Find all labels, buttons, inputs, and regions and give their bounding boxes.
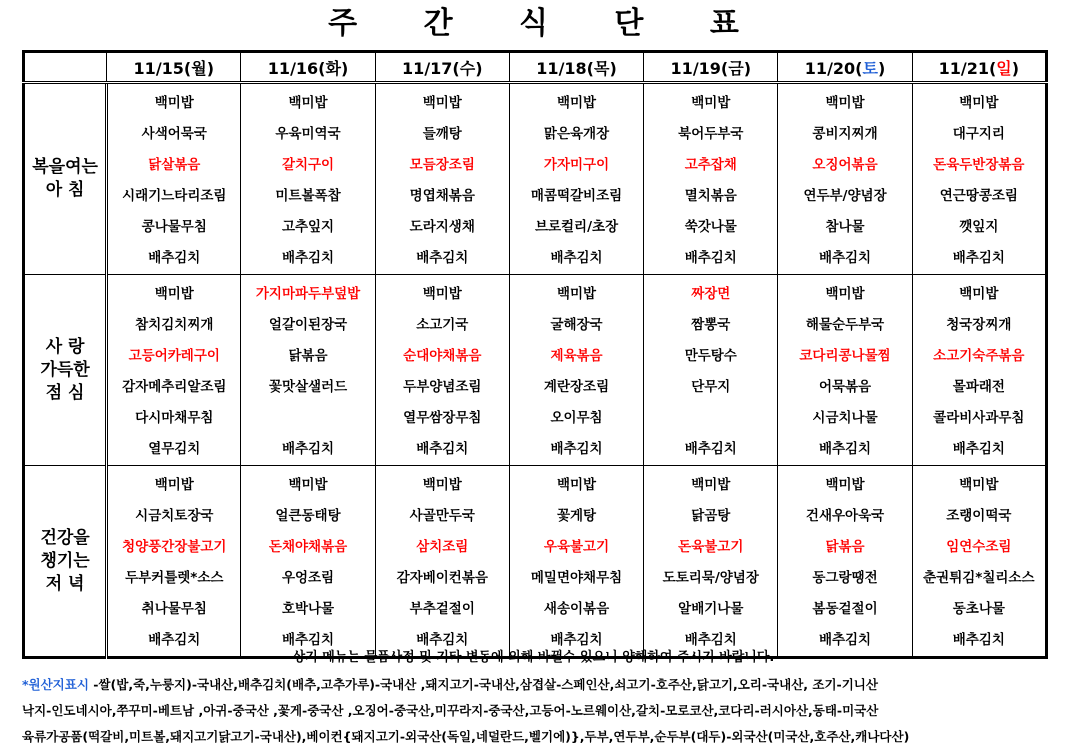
menu-item: 감자메추리알조림	[122, 379, 227, 395]
page-title: 주 간 식 단 표	[328, 6, 767, 41]
origin-line-2: 낙지-인도네시아,쭈꾸미-베트남 ,아귀-중국산 ,꽃게-중국산 ,오징어-중국산,미꾸라지-중국산,고등어-노르웨이산,갈치-모로코산,코다리-러시아산,동태-미국산	[22, 703, 879, 718]
menu-item: 백미밥	[825, 286, 865, 302]
menu-item: 배추김치	[148, 250, 201, 266]
menu-item: 백미밥	[959, 95, 999, 111]
menu-item: 사골만두국	[409, 508, 475, 524]
date-header-4: 11/19(금)	[644, 52, 778, 83]
menu-item: 배추김치	[684, 632, 737, 648]
menu-item: 백미밥	[556, 286, 597, 302]
weekday-label: 일	[996, 58, 1012, 78]
menu-item: 우육미역국	[275, 126, 341, 142]
meal-row-2	[24, 466, 1047, 658]
menu-item: 오징어볶음	[812, 157, 878, 173]
menu-item: 사색어묵국	[141, 126, 207, 142]
menu-item: 두부양념조림	[403, 379, 482, 395]
menu-item: 해물순두부국	[805, 317, 885, 333]
menu-item: 청국장찌개	[946, 317, 1012, 333]
menu-item: 만두탕수	[684, 348, 737, 364]
menu-item: 백미밥	[154, 95, 194, 111]
menu-item: 고추잡채	[684, 157, 737, 173]
menu-item: 배추김치	[818, 441, 872, 457]
menu-item: 도라지생채	[409, 219, 475, 235]
menu-item: 돈육불고기	[678, 539, 744, 555]
menu-item: 배추김치	[281, 632, 335, 648]
date-header-5: 11/20(토)	[778, 52, 912, 83]
origin-label: *원산지표시	[22, 677, 89, 692]
menu-item: 다시마채무침	[135, 410, 214, 426]
menu-item: 참나물	[825, 219, 865, 235]
menu-item: 모듬장조림	[409, 157, 475, 173]
menu-item: 백미밥	[959, 477, 999, 493]
menu-cell	[375, 275, 509, 466]
menu-cell	[509, 466, 643, 658]
corner-cell	[24, 52, 107, 83]
menu-item: 배추김치	[952, 250, 1005, 266]
menu-item: 배추김치	[281, 441, 335, 457]
menu-item: 순대야채볶음	[403, 348, 482, 364]
menu-item: 단무지	[691, 379, 731, 395]
menu-item: 연두부/양념장	[803, 188, 887, 204]
menu-item: 얼큰동태탕	[275, 508, 341, 524]
menu-cell	[778, 275, 912, 466]
menu-item: 배추김치	[818, 632, 872, 648]
menu-item: 오이무침	[550, 410, 603, 426]
menu-item: 가자미구이	[543, 157, 610, 173]
menu-cell	[912, 83, 1046, 275]
menu-item: 취나물무침	[141, 601, 207, 617]
date-header-2: 11/17(수)	[375, 52, 509, 83]
menu-item: 브로컬리/초장	[534, 219, 619, 235]
menu-item: 열무쌈장무침	[403, 410, 482, 426]
menu-item: 매콤떡갈비조림	[530, 188, 623, 204]
menu-item	[644, 403, 777, 434]
date-header-row	[24, 52, 1047, 83]
menu-item: 어묵볶음	[818, 379, 872, 395]
weekday-label: 금	[728, 58, 744, 78]
menu-item: 배추김치	[550, 250, 603, 266]
menu-item: 돈육두반장볶음	[933, 157, 1025, 173]
menu-cell	[509, 275, 643, 466]
menu-item: 닭볶음	[288, 348, 328, 364]
menu-cell	[912, 466, 1046, 658]
menu-item: 메밀면야채무침	[530, 570, 623, 586]
menu-item: 참치김치찌개	[135, 317, 214, 333]
menu-item: 배추김치	[416, 441, 469, 457]
menu-item: 갈치구이	[281, 157, 335, 173]
menu-item: 배추김치	[684, 441, 737, 457]
menu-item: 배추김치	[952, 441, 1005, 457]
date-header-0: 11/15(월)	[107, 52, 241, 83]
menu-cell	[241, 466, 375, 658]
menu-cell	[778, 83, 912, 275]
menu-item: 백미밥	[556, 477, 597, 493]
menu-cell	[107, 83, 241, 275]
weekday-label: 토	[862, 58, 878, 78]
menu-item: 배추김치	[952, 632, 1005, 648]
menu-item: 동초나물	[952, 601, 1005, 617]
menu-item: 깻잎지	[959, 219, 999, 235]
menu-item: 콜라비사과무침	[933, 410, 1025, 426]
menu-item: 북어두부국	[678, 126, 744, 142]
menu-item: 명엽채볶음	[409, 188, 475, 204]
menu-cell	[107, 466, 241, 658]
menu-item: 시래기느타리조림	[122, 188, 227, 204]
menu-item: 배추김치	[416, 632, 469, 648]
menu-item: 건새우아욱국	[805, 508, 885, 524]
menu-cell	[509, 83, 643, 275]
menu-item: 콩나물무침	[141, 219, 207, 235]
menu-item: 굴해장국	[550, 317, 603, 333]
menu-cell	[644, 275, 778, 466]
menu-item: 호박나물	[281, 601, 335, 617]
menu-item: 백미밥	[825, 477, 865, 493]
menu-item: 배추김치	[416, 250, 469, 266]
meal-label: 복을여는 아 침	[24, 83, 107, 275]
weekday-label: 월	[191, 58, 207, 78]
menu-item: 쑥갓나물	[684, 219, 737, 235]
menu-item: 춘권튀김*칠리소스	[923, 570, 1035, 586]
notice-text: 상기 메뉴는 물품사정 및 기타 변동에 의해 바뀔수 있으니 양해하여 주시기 바랍니다.	[292, 650, 775, 665]
menu-cell	[644, 83, 778, 275]
menu-item: 시금치토장국	[135, 508, 214, 524]
menu-item: 백미밥	[154, 477, 194, 493]
menu-item: 고등어카레구이	[128, 348, 220, 364]
menu-item: 닭곰탕	[691, 508, 731, 524]
menu-item: 제육볶음	[550, 348, 603, 364]
menu-item: 알배기나물	[678, 601, 744, 617]
meal-row-0	[24, 83, 1047, 275]
menu-item: 부추겉절이	[409, 601, 475, 617]
meal-label: 사 랑 가득한 점 심	[24, 275, 107, 466]
menu-item: 멸치볶음	[684, 188, 737, 204]
menu-item: 조랭이떡국	[946, 508, 1012, 524]
menu-item: 백미밥	[422, 95, 462, 111]
menu-item: 백미밥	[691, 477, 731, 493]
menu-item: 백미밥	[288, 477, 328, 493]
menu-item: 배추김치	[818, 250, 872, 266]
origin-line-3: 육류가공품(떡갈비,미트볼,돼지고기닭고기-국내산),베이컨{돼지고기-외국산(독일,네덜란드,벨기에)},두부,연두부,순두부(대두)-외국산(미국산,호주산,캐나다산)	[22, 729, 910, 744]
date-header-3: 11/18(목)	[509, 52, 643, 83]
menu-item: 계란장조림	[543, 379, 610, 395]
menu-item: 코다리콩나물찜	[799, 348, 891, 364]
menu-item: 우엉조림	[281, 570, 335, 586]
origin-info	[22, 672, 1052, 750]
menu-item: 백미밥	[422, 286, 462, 302]
meal-row-1	[24, 275, 1047, 466]
menu-item: 들깨탕	[422, 126, 462, 142]
menu-item	[241, 403, 374, 434]
menu-item: 삼치조림	[416, 539, 469, 555]
menu-item: 가지마파두부덮밥	[255, 286, 361, 302]
menu-item: 두부커틀렛*소스	[125, 570, 224, 586]
menu-item: 닭살볶음	[148, 157, 201, 173]
menu-item: 청양풍간장불고기	[122, 539, 227, 555]
menu-item: 백미밥	[556, 95, 597, 111]
menu-item: 감자베이컨볶음	[396, 570, 488, 586]
menu-item: 백미밥	[959, 286, 999, 302]
menu-item: 배추김치	[148, 632, 201, 648]
menu-item: 닭볶음	[825, 539, 865, 555]
menu-item: 꽃게탕	[556, 508, 597, 524]
meal-label: 건강을 챙기는 저 녁	[24, 466, 107, 658]
menu-item: 열무김치	[148, 441, 201, 457]
menu-item: 우육불고기	[543, 539, 610, 555]
menu-cell	[375, 83, 509, 275]
weekday-label: 목	[593, 58, 610, 78]
menu-item: 백미밥	[422, 477, 462, 493]
origin-line-1: *원산지표시 -쌀(밥,죽,누룽지)-국내산,배추김치(배추,고추가루)-국내산 ,돼지고기-국내산,삼겹살-스페인산,쇠고기-호주산,닭고기,오리-국내산, 조기-기니산	[22, 677, 878, 692]
menu-item: 동그랑땡전	[812, 570, 878, 586]
menu-item: 배추김치	[684, 250, 737, 266]
date-header-1: 11/16(화)	[241, 52, 375, 83]
menu-item: 배추김치	[550, 632, 603, 648]
menu-item: 몰파래전	[952, 379, 1005, 395]
menu-item: 연근땅콩조림	[939, 188, 1018, 204]
menu-item: 배추김치	[550, 441, 603, 457]
menu-cell	[912, 275, 1046, 466]
menu-item: 임연수조림	[946, 539, 1012, 555]
date-header-6: 11/21(일)	[912, 52, 1046, 83]
menu-item: 백미밥	[825, 95, 865, 111]
menu-cell	[107, 275, 241, 466]
menu-item: 새송이볶음	[543, 601, 610, 617]
menu-item: 고추잎지	[281, 219, 335, 235]
menu-item: 시금치나물	[812, 410, 878, 426]
menu-item: 백미밥	[691, 95, 731, 111]
menu-cell	[778, 466, 912, 658]
menu-item: 맑은육개장	[543, 126, 610, 142]
menu-cell	[644, 466, 778, 658]
menu-item: 봄동겉절이	[812, 601, 878, 617]
menu-item: 짜장면	[691, 286, 731, 302]
menu-item: 도토리묵/양념장	[662, 570, 759, 586]
menu-item: 꽃맛살샐러드	[268, 379, 348, 395]
menu-cell	[241, 275, 375, 466]
menu-item: 배추김치	[281, 250, 335, 266]
menu-item: 얼갈이된장국	[268, 317, 348, 333]
weekday-label: 수	[459, 58, 476, 78]
menu-item: 콩비지찌개	[812, 126, 878, 142]
menu-item: 소고기국	[416, 317, 469, 333]
menu-cell	[241, 83, 375, 275]
menu-item: 미트볼폭찹	[275, 188, 341, 204]
weekday-label: 화	[325, 58, 341, 78]
menu-item: 대구지리	[952, 126, 1005, 142]
menu-item: 백미밥	[288, 95, 328, 111]
weekly-menu-table	[22, 50, 1048, 659]
menu-cell	[375, 466, 509, 658]
menu-item: 백미밥	[154, 286, 194, 302]
menu-item: 짬뽕국	[691, 317, 731, 333]
menu-item: 돈채야채볶음	[268, 539, 348, 555]
menu-item: 소고기숙주볶음	[933, 348, 1025, 364]
